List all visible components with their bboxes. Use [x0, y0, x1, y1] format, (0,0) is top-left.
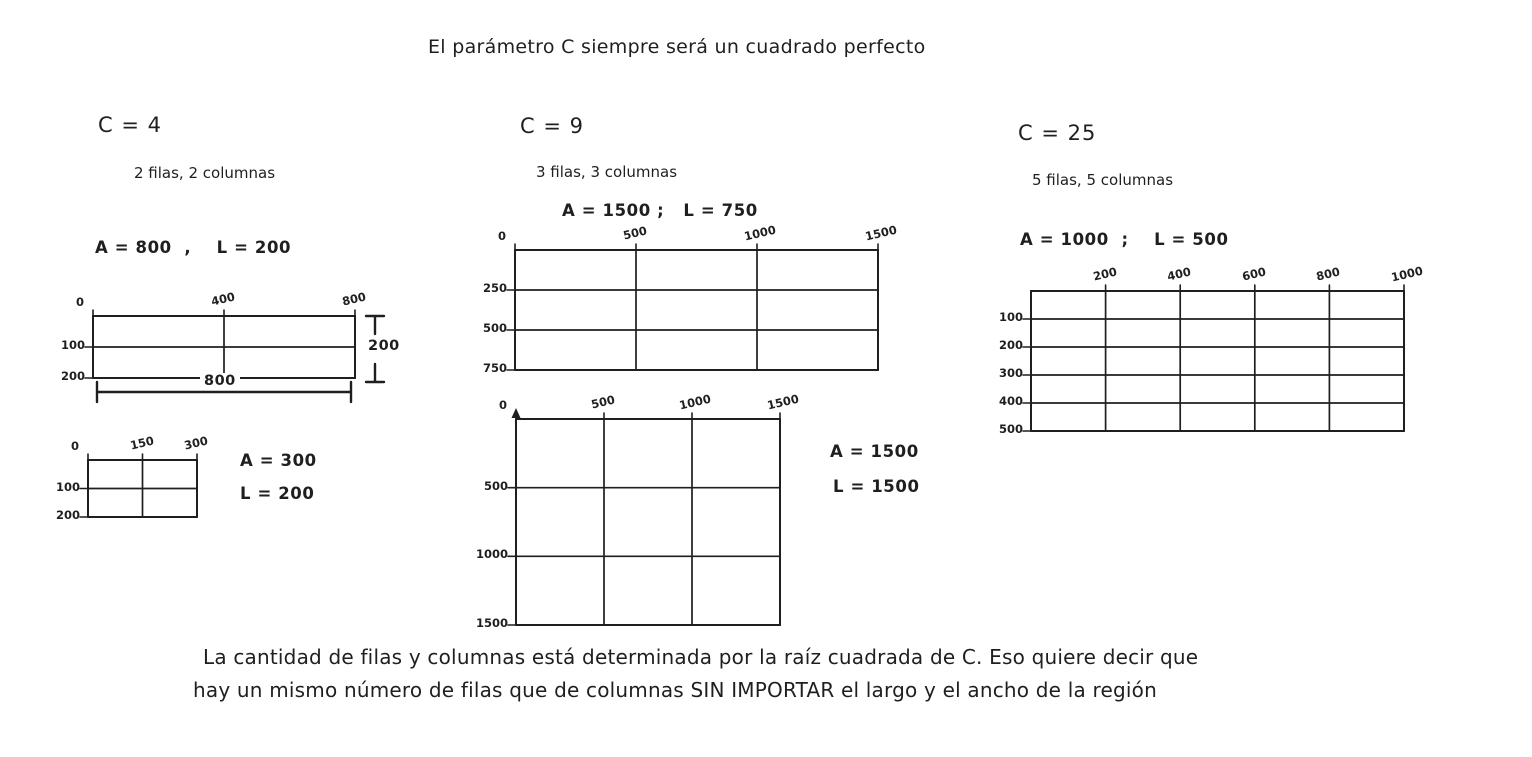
- y-tick-label: 750: [482, 361, 507, 375]
- c4-width-dimension: [94, 373, 354, 404]
- grid-lines: [1031, 291, 1404, 431]
- x-tick-label: 200: [1091, 264, 1118, 284]
- c4-small-grid: [55, 433, 210, 522]
- x-tick-label: 0: [76, 295, 85, 309]
- y-tick-label: 500: [482, 321, 507, 335]
- x-tick-label: 400: [1165, 264, 1193, 284]
- y-tick-label: 200: [55, 508, 80, 522]
- x-tick-label: 1500: [863, 222, 899, 244]
- c9-square-grid: [475, 391, 801, 630]
- c25-grid-label: A = 1000 ; L = 500: [1020, 230, 1229, 249]
- x-tick-label: 500: [621, 223, 649, 243]
- c25-subheading: 5 filas, 5 columnas: [1032, 171, 1174, 189]
- x-tick-label: 0: [71, 439, 80, 453]
- x-tick-label: 500: [589, 392, 617, 412]
- c9-square-grid-area-label: A = 1500: [830, 442, 919, 461]
- grid-lines: [516, 419, 780, 625]
- c25-heading: C = 25: [1018, 121, 1097, 145]
- c4-height-dim-label: 200: [364, 338, 404, 354]
- x-tick-label: 600: [1240, 264, 1268, 284]
- x-tick-label: 150: [128, 433, 155, 453]
- c9-wide-grid: [482, 222, 899, 375]
- x-tick-label: 800: [340, 289, 368, 309]
- x-tick-label: 1000: [1389, 263, 1425, 285]
- y-tick-label: 100: [60, 338, 85, 352]
- x-tick-label: 300: [182, 433, 210, 453]
- x-tick-label: 1000: [677, 391, 713, 413]
- footer-line-2: hay un mismo número de filas que de columnas SIN IMPORTAR el largo y el ancho de la región: [193, 678, 1157, 702]
- y-tick-label: 1000: [475, 547, 508, 562]
- footer-line-1: La cantidad de filas y columnas está determinada por la raíz cuadrada de C. Eso quiere decir que: [203, 645, 1199, 669]
- c4-heading: C = 4: [98, 113, 162, 137]
- c4-height-dimension: [358, 312, 404, 386]
- c4-main-grid-label: A = 800 , L = 200: [95, 238, 292, 257]
- axis-arrow-icon: [512, 408, 521, 418]
- y-tick-label: 100: [998, 310, 1023, 324]
- y-tick-label: 1500: [475, 616, 508, 630]
- c9-wide-grid-label: A = 1500 ; L = 750: [562, 201, 758, 220]
- y-tick-label: 250: [482, 281, 507, 295]
- page-title: El parámetro C siempre será un cuadrado perfecto: [428, 36, 926, 58]
- y-tick-label: 200: [60, 369, 85, 383]
- c4-width-dim-label: 800: [200, 373, 240, 389]
- c9-heading: C = 9: [520, 114, 584, 138]
- x-tick-label: 800: [1315, 264, 1342, 284]
- x-tick-label: 0: [499, 398, 508, 412]
- c4-subheading: 2 filas, 2 columnas: [134, 164, 276, 182]
- x-tick-label: 1500: [765, 391, 801, 413]
- c4-small-grid-area-label: A = 300: [240, 451, 317, 470]
- grid-lines: [88, 460, 197, 517]
- c25-grid: [998, 263, 1425, 436]
- grid-lines: [515, 250, 878, 370]
- x-tick-label: 400: [209, 289, 237, 309]
- c4-small-grid-length-label: L = 200: [240, 484, 315, 503]
- c9-square-grid-length-label: L = 1500: [833, 477, 920, 496]
- y-tick-label: 100: [55, 479, 80, 494]
- x-tick-label: 0: [498, 229, 507, 243]
- c9-subheading: 3 filas, 3 columnas: [536, 163, 678, 181]
- x-tick-label: 1000: [742, 222, 778, 244]
- c4-main-grid: [60, 289, 368, 383]
- y-tick-label: 500: [998, 422, 1023, 436]
- y-tick-label: 300: [998, 366, 1023, 380]
- grid-lines: [93, 316, 355, 378]
- y-tick-label: 400: [998, 394, 1023, 408]
- y-tick-label: 200: [998, 338, 1023, 352]
- y-tick-label: 500: [483, 478, 508, 493]
